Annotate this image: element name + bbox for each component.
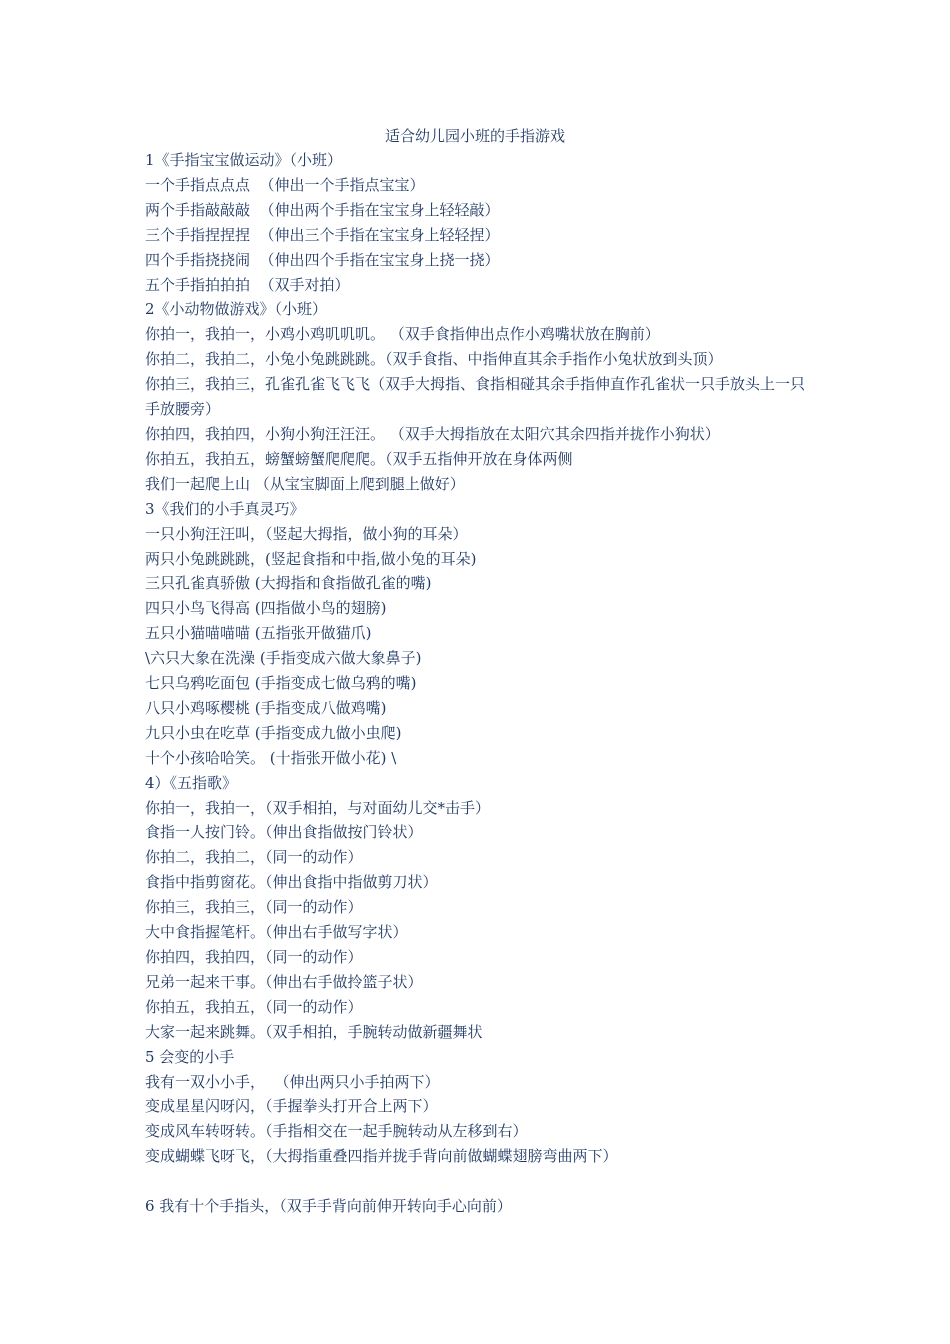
text-line: 你拍五，我拍五，螃蟹螃蟹爬爬爬。（双手五指伸开放在身体两侧 bbox=[145, 449, 573, 468]
text-line: 你拍二，我拍二，（同一的动作） bbox=[145, 848, 363, 867]
text-line: 四个手指挠挠闹 （伸出四个手指在宝宝身上挠一挠） bbox=[145, 250, 500, 269]
text-line: 你拍三，我拍三，（同一的动作） bbox=[145, 898, 363, 917]
text-line: 两只小兔跳跳跳，(竖起食指和中指,做小兔的耳朵) bbox=[145, 549, 477, 568]
text-line: 五个手指拍拍拍 （双手对拍） bbox=[145, 275, 350, 294]
text-line: 你拍四，我拍四，小狗小狗汪汪汪。 （双手大拇指放在太阳穴其余四指并拢作小狗状） bbox=[145, 424, 720, 443]
text-line: 食指一人按门铃。（伸出食指做按门铃状） bbox=[145, 823, 423, 842]
text-line: 我有一双小小手， （伸出两只小手拍两下） bbox=[145, 1072, 440, 1091]
text-line: 两个手指敲敲敲 （伸出两个手指在宝宝身上轻轻敲） bbox=[145, 200, 500, 219]
text-line: 变成风车转呀转。（手指相交在一起手腕转动从左移到右） bbox=[145, 1122, 528, 1141]
text-line: 你拍五，我拍五，（同一的动作） bbox=[145, 997, 363, 1016]
text-line: 十个小孩哈哈笑。 (十指张开做小花) \ bbox=[145, 748, 397, 767]
text-line: 3《我们的小手真灵巧》 bbox=[145, 499, 305, 518]
text-line: 三个手指捏捏捏 （伸出三个手指在宝宝身上轻轻捏） bbox=[145, 225, 500, 244]
text-line: 1《手指宝宝做运动》（小班） bbox=[145, 151, 343, 169]
text-line: 一只小狗汪汪叫，（竖起大拇指，做小狗的耳朵） bbox=[145, 524, 468, 543]
text-line: 一个手指点点点 （伸出一个手指点宝宝） bbox=[145, 175, 425, 194]
document-title: 适合幼儿园小班的手指游戏 bbox=[384, 127, 565, 145]
text-line: 八只小鸡啄樱桃 (手指变成八做鸡嘴) bbox=[145, 698, 387, 717]
text-line: 我们一起爬上山 （从宝宝脚面上爬到腿上做好） bbox=[145, 474, 465, 493]
text-line: 七只乌鸦吃面包 (手指变成七做乌鸦的嘴) bbox=[145, 674, 417, 693]
text-line: 2《小动物做游戏》（小班） bbox=[145, 300, 328, 319]
document-body bbox=[145, 148, 810, 1219]
blank-line bbox=[145, 1169, 810, 1194]
text-line: 5 会变的小手 bbox=[145, 1047, 235, 1066]
text-line: 4）《五指歌》 bbox=[145, 773, 238, 792]
text-line: 你拍一，我拍一，小鸡小鸡叽叽叽。 （双手食指伸出点作小鸡嘴状放在胸前） bbox=[145, 325, 660, 344]
text-line: 四只小鸟飞得高 (四指做小鸟的翅膀) bbox=[145, 599, 387, 618]
text-line: 五只小猫喵喵喵 (五指张开做猫爪) bbox=[145, 624, 372, 643]
text-line: 6 我有十个手指头，（双手手背向前伸开转向手心向前） bbox=[145, 1197, 512, 1216]
text-line: 食指中指剪窗花。（伸出食指中指做剪刀状） bbox=[145, 873, 438, 892]
text-line: 你拍一，我拍一，（双手相拍，与对面幼儿交*击手） bbox=[145, 798, 491, 817]
text-line: 兄弟一起来干事。（伸出右手做拎篮子状） bbox=[145, 972, 423, 991]
text-line: 你拍二，我拍二，小兔小兔跳跳跳。（双手食指、中指伸直其余手指作小兔状放到头顶） bbox=[145, 350, 723, 369]
text-line: \六只大象在洗澡 (手指变成六做大象鼻子) bbox=[145, 649, 422, 668]
text-line: 变成蝴蝶飞呀飞，（大拇指重叠四指并拢手背向前做蝴蝶翅膀弯曲两下） bbox=[145, 1147, 618, 1166]
text-line: 九只小虫在吃草 (手指变成九做小虫爬) bbox=[145, 723, 402, 742]
text-line: 大中食指握笔杆。（伸出右手做写字状） bbox=[145, 923, 408, 942]
text-line: 变成星星闪呀闪，（手握拳头打开合上两下） bbox=[145, 1097, 438, 1116]
text-line: 你拍四，我拍四，（同一的动作） bbox=[145, 948, 363, 966]
text-line: 三只孔雀真骄傲 (大拇指和食指做孔雀的嘴) bbox=[145, 574, 432, 593]
text-line: 你拍三，我拍三，孔雀孔雀飞飞飞（双手大拇指、食指相碰其余手指伸直作孔雀状一只手放头上一只手放腰旁） bbox=[145, 375, 806, 419]
text-line: 大家一起来跳舞。（双手相拍，手腕转动做新疆舞状 bbox=[145, 1022, 483, 1041]
